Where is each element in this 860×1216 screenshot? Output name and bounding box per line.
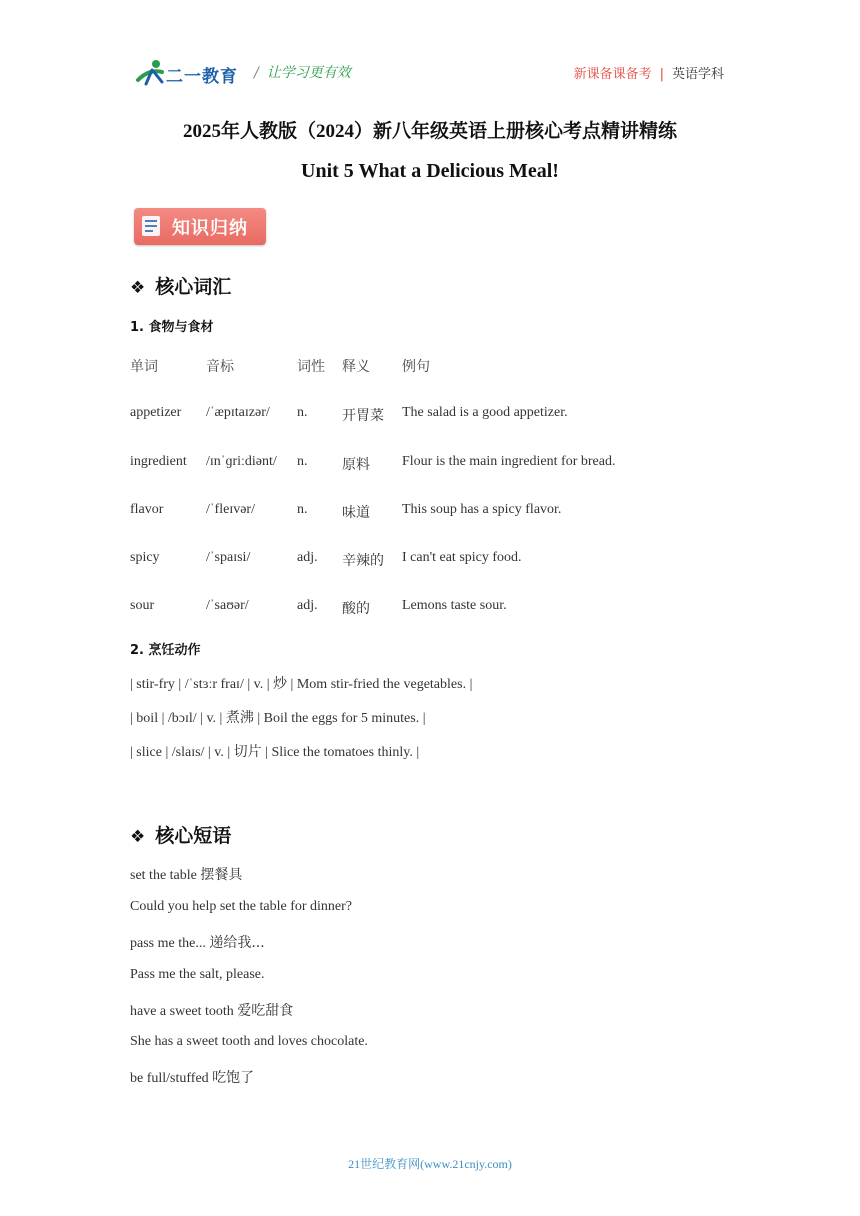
- example-cell: The salad is a good appetizer.: [402, 405, 568, 420]
- phrase-en: be full/stuffed: [130, 1071, 213, 1086]
- word-cell: ingredient: [130, 454, 187, 469]
- meaning-cell: 开胃菜: [342, 408, 384, 424]
- footer-link[interactable]: 21世纪教育网(www.21cnjy.com): [348, 1157, 512, 1171]
- phrase-line: [130, 1000, 293, 1020]
- diamond-icon: ❖: [130, 278, 146, 298]
- meaning-cell: 原料: [342, 457, 370, 473]
- meaning-cell: 辛辣的: [342, 553, 384, 569]
- cooking-row: [130, 707, 426, 727]
- phrase-en: have a sweet tooth: [130, 1004, 238, 1019]
- phrase-en: Could you help set the table for dinner?: [130, 899, 352, 914]
- phrase-line: [130, 932, 265, 952]
- header-subject: 英语学科: [671, 67, 724, 82]
- col-header-example: 例句: [402, 359, 430, 375]
- phrase-en: She has a sweet tooth and loves chocolate.: [130, 1034, 368, 1049]
- phrase-line: [130, 966, 265, 983]
- document-title: 2025年人教版（2024）新八年级英语上册核心考点精讲精练: [182, 121, 677, 142]
- cooking-row-text: | slice | /slaɪs/ | v. |: [130, 745, 234, 760]
- phrase-zh: 吃饱了: [212, 1070, 255, 1086]
- pos-cell: adj.: [297, 598, 318, 613]
- phonetic-cell: /ˈspaɪsi/: [206, 550, 251, 565]
- cooking-row-example: | Mom stir-fried the vegetables. |: [287, 677, 473, 692]
- diamond-icon: ❖: [130, 827, 146, 847]
- phrase-line: [130, 1067, 254, 1087]
- phrase-zh: 爱吃甜食: [237, 1003, 294, 1019]
- pos-cell: adj.: [297, 550, 318, 565]
- phonetic-cell: /ˈsaʊər/: [206, 598, 249, 613]
- phonetic-cell: /ˈæpɪtaɪzər/: [206, 405, 270, 420]
- cooking-row-meaning: 炒: [273, 676, 288, 692]
- phrase-en: pass me the...: [130, 936, 210, 951]
- logo-text: 二一教育: [166, 67, 238, 87]
- knowledge-badge: [134, 208, 266, 245]
- col-header-pos: 词性: [297, 359, 325, 375]
- vocab-heading-text: 核心词汇: [155, 276, 232, 298]
- unit-title: Unit 5 What a Delicious Meal!: [301, 160, 559, 182]
- vocab-heading: [130, 272, 231, 299]
- phrase-line: [130, 864, 242, 884]
- slogan-text: 让学习更有效: [266, 65, 351, 81]
- cooking-row-example: | Slice the tomatoes thinly. |: [261, 745, 420, 760]
- badge-label: 知识归纳: [172, 218, 248, 239]
- phrase-heading-text: 核心短语: [155, 825, 232, 847]
- cooking-row: [130, 741, 419, 761]
- col-header-phonetic: 音标: [206, 359, 234, 375]
- slogan: / 让学习更有效: [254, 65, 351, 81]
- word-cell: appetizer: [130, 405, 182, 420]
- col-header-meaning: 释义: [342, 359, 370, 375]
- cooking-row-example: | Boil the eggs for 5 minutes. |: [253, 711, 426, 726]
- cooking-row-text: | boil | /bɔɪl/ | v. |: [130, 711, 226, 726]
- word-cell: sour: [130, 598, 155, 613]
- pos-cell: n.: [297, 502, 308, 517]
- phrase-en: set the table: [130, 868, 201, 883]
- meaning-cell: 味道: [342, 505, 370, 521]
- phrase-line: [130, 1033, 368, 1050]
- vocab-subheading-food: 1. 食物与食材: [130, 320, 214, 335]
- meaning-cell: 酸的: [342, 601, 370, 617]
- example-cell: Lemons taste sour.: [402, 598, 507, 613]
- pos-cell: n.: [297, 454, 308, 469]
- vocab-subheading-cooking: 2. 烹饪动作: [130, 643, 201, 658]
- example-cell: Flour is the main ingredient for bread.: [402, 454, 616, 469]
- phrase-line: [130, 898, 352, 915]
- example-cell: This soup has a spicy flavor.: [402, 502, 562, 517]
- phrase-heading: [130, 821, 231, 848]
- header-primary: 新课备课备考: [573, 67, 652, 82]
- header-right: [574, 63, 724, 82]
- book-icon: [140, 214, 162, 238]
- phonetic-cell: /ˈfleɪvər/: [206, 502, 255, 517]
- phrase-en: Pass me the salt, please.: [130, 967, 265, 982]
- phrase-zh: 递给我...: [209, 935, 265, 951]
- cooking-row-text: | stir-fry | /ˈstɜːr fraɪ/ | v. |: [130, 677, 274, 692]
- header-separator: |: [659, 67, 664, 82]
- word-cell: flavor: [130, 502, 164, 517]
- cooking-row-meaning: 煮沸: [225, 710, 254, 726]
- cooking-row: [130, 673, 472, 693]
- col-header-word: 单词: [130, 359, 158, 375]
- example-cell: I can't eat spicy food.: [402, 550, 522, 565]
- cooking-row-meaning: 切片: [233, 744, 262, 760]
- phrase-zh: 摆餐具: [200, 867, 243, 883]
- word-cell: spicy: [130, 550, 160, 565]
- phonetic-cell: /ɪnˈɡriːdiənt/: [206, 454, 277, 469]
- pos-cell: n.: [297, 405, 308, 420]
